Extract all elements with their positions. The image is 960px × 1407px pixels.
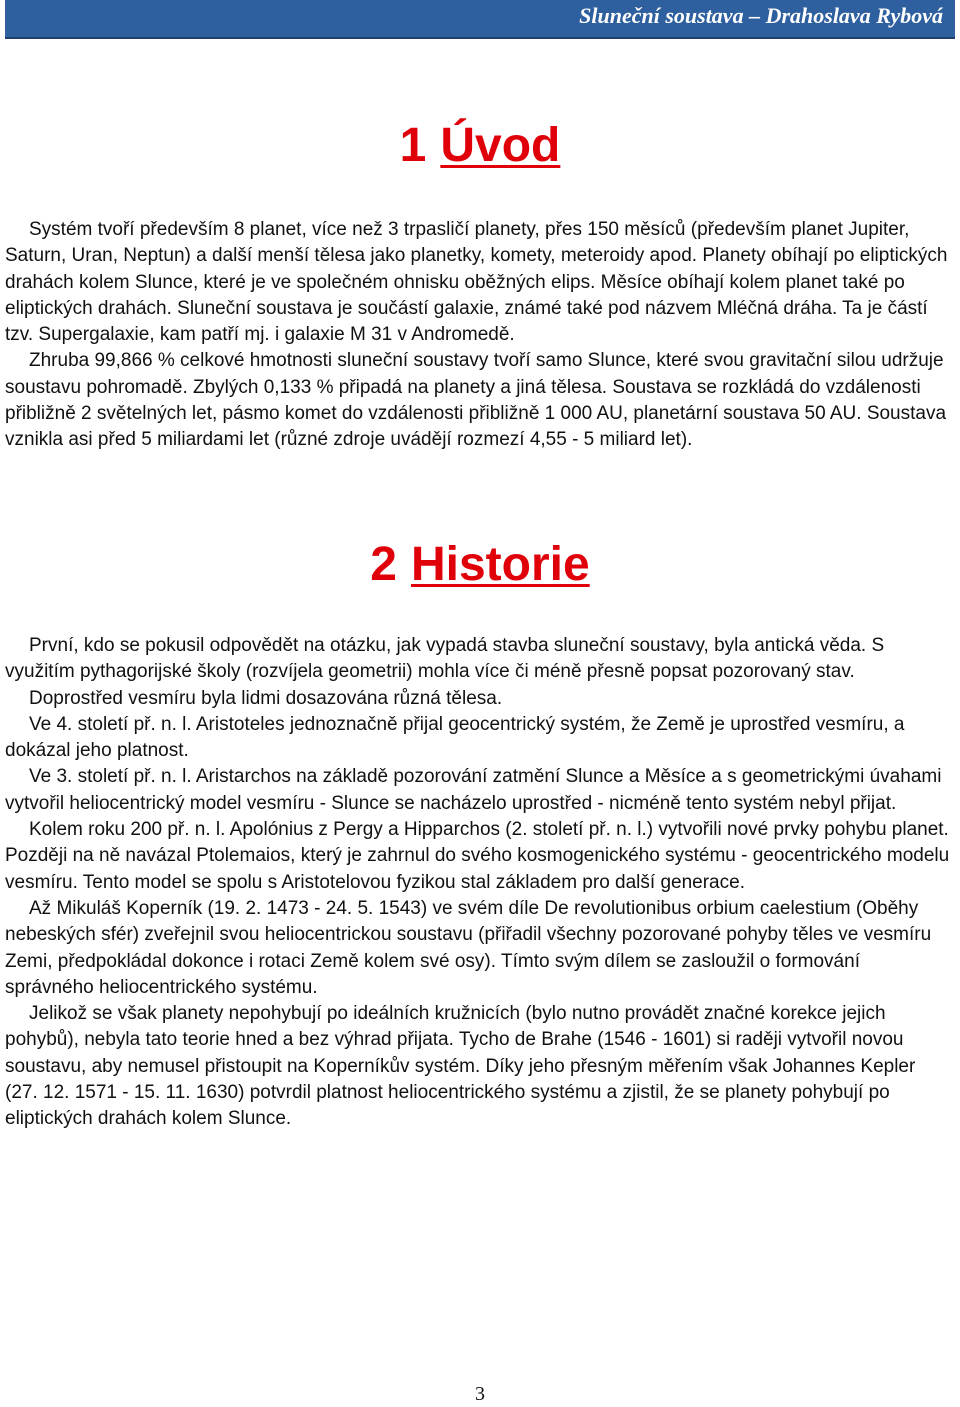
paragraph: Až Mikuláš Koperník (19. 2. 1473 - 24. 5. 1543) ve svém díle De revolutionibus orbium caelestium (Oběhy nebeských sfér) zveřejnil svou heliocentrickou soustavu (přiřadil všechny pozorované pohyby těles ve vesmíru Zemi, předpokládal dokonce i rotaci Země kolem své osy). Tímto svým dílem se zasloužil o formování správného heliocentrického systému. — [5, 897, 932, 998]
paragraph: Ve 3. století př. n. l. Aristarchos na základě pozorování zatmění Slunce a Měsíce a s geometrickými úvahami vytvořil heliocentrický model vesmíru - Slunce se nacházelo uprostřed - nicméně tento systém nebyl přijat. — [5, 766, 942, 814]
paragraph: Doprostřed vesmíru byla lidmi dosazována různá tělesa. — [29, 687, 503, 709]
section-heading-uvod — [0, 118, 960, 174]
paragraph: Ve 4. století př. n. l. Aristoteles jednoznačně přijal geocentrický systém, že Země je uprostřed vesmíru, a dokázal jeho platnost. — [5, 713, 905, 762]
paragraph: Systém tvoří především 8 planet, více než 3 trpasličí planety, přes 150 měsíců (především planet Jupiter, Saturn, Uran, Neptun) a další menší tělesa jako planetky, komety, meteroidy apod. Planety obíhají po eliptických drahách kolem Slunce, které je ve společném ohnisku oběžných elips. Měsíce obíhají kolem planet také po eliptických drahách. Sluneční soustava je součástí galaxie, známé také pod názvem Mléčná dráha. Ta je částí tzv. Supergalaxie, kam patří mj. i galaxie M 31 v Andromedě. — [5, 219, 948, 346]
section-number: 1 — [399, 119, 427, 172]
paragraph: První, kdo se pokusil odpovědět na otázku, jak vypadá stavba sluneční soustavy, byla antická věda. S využitím pythagorijské školy (rozvíjela geometrii) mohla více či méně přesně popsat pozorovaný stav. — [5, 635, 885, 683]
paragraph: Kolem roku 200 př. n. l. Apolónius z Pergy a Hipparchos (2. století př. n. l.) vytvořili nové prvky pohybu planet. Později na ně navázal Ptolemaios, který je zahrnul do svého kosmogenického systému - geocentrického modelu vesmíru. Tento model se spolu s Aristotelovou fyzikou stal základem pro další generace. — [5, 819, 950, 893]
paragraph: Jelikož se však planety nepohybují po ideálních kružnicích (bylo nutno provádět značné korekce jejich pohybů), nebyla tato teorie hned a bez výhrad přijata. Tycho de Brahe (1546 - 1601) si raději vytvořil novou soustavu, aby nemusel přistoupit na Koperníkův systém. Díky jeho přesným měřením však Johannes Kepler (27. 12. 1571 - 15. 11. 1630) potvrdil platnost heliocentrického systému a zjistil, že se planety pohybují po eliptických drahách kolem Slunce. — [5, 1003, 916, 1130]
paragraph: Zhruba 99,866 % celkové hmotnosti sluneční soustavy tvoří samo Slunce, které svou gravitační silou udržuje soustavu pohromadě. Zbylých 0,133 % připadá na planety a jiná tělesa. Soustava se rozkládá do vzdálenosti přibližně 2 světelných let, pásmo komet do vzdálenosti přibližně 1 000 AU, planetární soustava 50 AU. Soustava vznikla asi před 5 miliardami let (různé zdroje uvádějí rozmezí 4,55 - 5 miliard let). — [5, 350, 947, 451]
section-title: Úvod — [440, 119, 561, 172]
section-body-uvod — [5, 217, 953, 454]
page-number: 3 — [475, 1383, 485, 1405]
page-header — [5, 0, 955, 39]
section-body-historie — [5, 633, 953, 1133]
section-heading-historie — [0, 537, 960, 593]
section-number: 2 — [370, 538, 397, 591]
header-title: Sluneční soustava – Drahoslava Rybová — [579, 3, 943, 28]
section-title: Historie — [410, 538, 590, 591]
